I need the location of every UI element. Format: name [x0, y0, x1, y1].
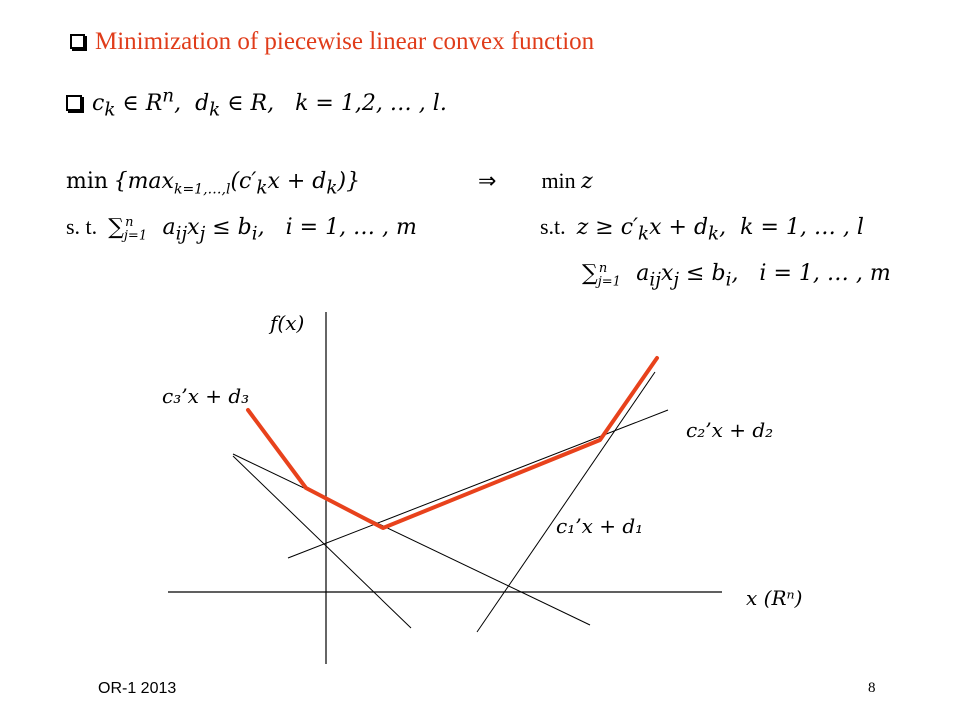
lp-left-constraint: s. t. $\sum_{j=1}^n$ $a_{ij}x_j \le b_i$, i = 1, … , m: [66, 214, 417, 245]
line-c2: [233, 454, 590, 625]
page-number: 8: [868, 680, 876, 696]
max-envelope: [248, 358, 657, 528]
slide-title-text: Minimization of piecewise linear convex function: [95, 28, 595, 55]
lp-left-objective: $\min \{\max_{k=1,\dots,l}(c'_kx + d_k)\}$: [66, 169, 361, 199]
footer-course: OR-1 2013: [98, 680, 177, 697]
label-c2: c₂’x + d₂: [686, 418, 774, 442]
x-axis-label: x (Rⁿ): [746, 586, 803, 610]
parameter-text: $c_k$ ∈ $R^n$, $d_k$ ∈ R, k = 1,2, … , l.: [92, 86, 447, 121]
lp-right-constraint-2: $\sum_{j=1}^n$ $a_{ij}x_j \le b_i$, i = 1, … , m: [582, 260, 891, 291]
line-c3: [233, 456, 411, 628]
label-c1: c₁’x + d₁: [556, 514, 644, 538]
lp-right-constraint-1: s.t. $z \ge c'_kx + d_k$, k = 1, … , l: [540, 214, 864, 245]
lp-right-objective: ⇒ min z: [478, 168, 593, 194]
y-axis-label: f(x): [270, 311, 305, 335]
implies-arrow-icon: ⇒: [478, 168, 497, 193]
line-c4: [477, 372, 655, 632]
label-c3: c₃’x + d₃: [162, 384, 250, 408]
